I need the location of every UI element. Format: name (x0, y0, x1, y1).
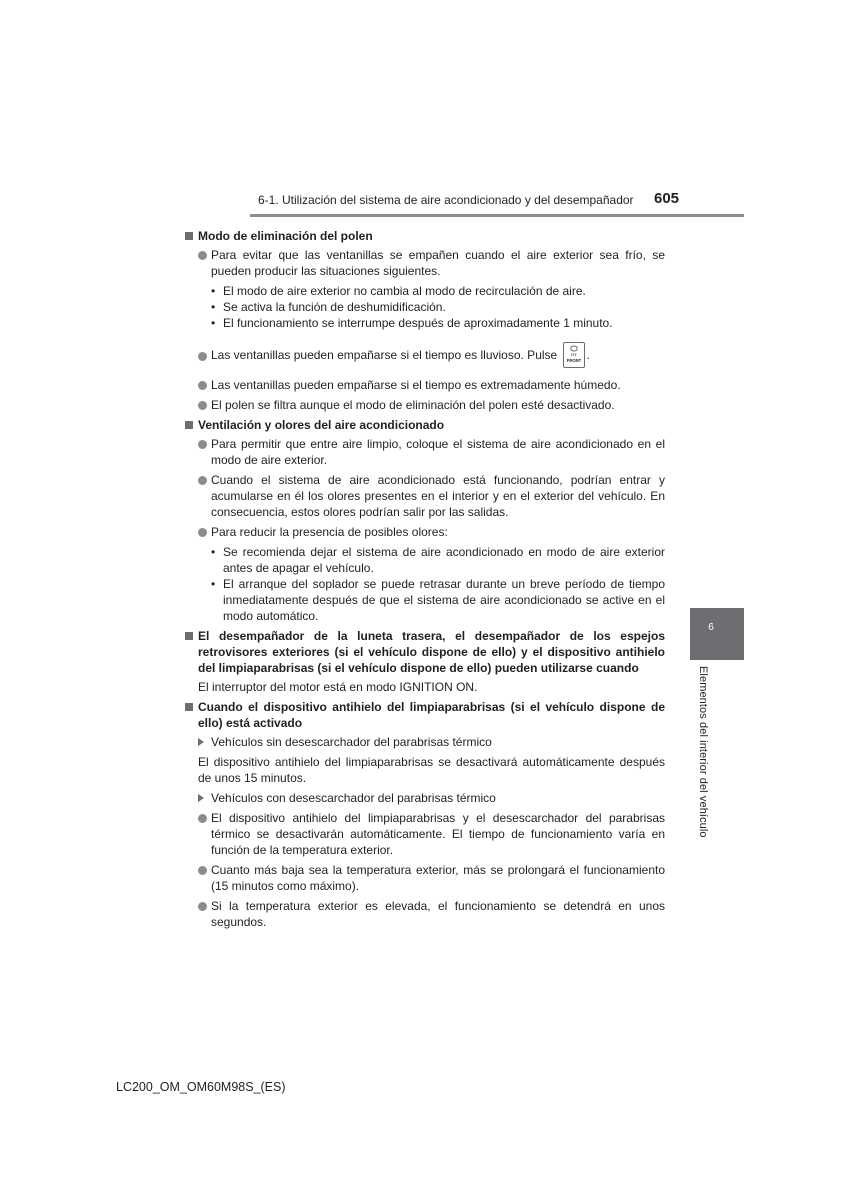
section-heading (185, 699, 665, 731)
sub-list-item (185, 283, 665, 299)
chapter-tab (690, 608, 744, 660)
sub-list-item (185, 315, 665, 331)
sub-item-text: El funcionamiento se interrumpe después de aproximadamente 1 minuto. (223, 316, 613, 330)
triangle-case-item (185, 790, 665, 806)
circle-bullet-icon (198, 866, 207, 875)
circle-bullet-item (185, 898, 665, 930)
circle-bullet-icon (198, 902, 207, 911)
triangle-bullet-icon (198, 738, 204, 746)
circle-bullet-icon (198, 251, 207, 260)
bullet-text: El polen se filtra aunque el modo de eliminación del polen esté desactivado. (211, 398, 615, 412)
circle-bullet-item (185, 397, 665, 413)
section-title: Ventilación y olores del aire acondicionado (198, 418, 445, 432)
section-title: Cuando el dispositivo antihielo del limpiaparabrisas (si el vehículo dispone de ello) está activado (198, 700, 665, 730)
dot-bullet-icon: • (211, 316, 216, 330)
sub-list (185, 283, 665, 331)
bullet-text: Para evitar que las ventanillas se empañen cuando el aire exterior sea frío, se pueden producir las situaciones siguientes. (211, 248, 665, 278)
bullet-text: Para reducir la presencia de posibles olores: (211, 525, 448, 539)
section-title: Modo de eliminación del polen (198, 229, 373, 243)
sub-list-item (185, 299, 665, 315)
header-rule (250, 214, 744, 217)
circle-bullet-item (185, 343, 665, 369)
circle-bullet-icon (198, 352, 207, 361)
case-label: Vehículos sin desescarchador del parabrisas térmico (211, 735, 492, 749)
circle-bullet-icon (198, 814, 207, 823)
bullet-text: Si la temperatura exterior es elevada, el funcionamiento se detendrá en unos segundos. (211, 899, 665, 929)
case-label: Vehículos con desescarchador del parabrisas térmico (211, 791, 496, 805)
circle-bullet-icon (198, 528, 207, 537)
page-header-title: 6-1. Utilización del sistema de aire acondicionado y del desempañador (258, 193, 634, 207)
footer-code: LC200_OM_OM60M98S_(ES) (116, 1080, 286, 1094)
dot-bullet-icon: • (211, 545, 216, 559)
section-heading (185, 417, 665, 433)
section-square-icon (185, 703, 193, 711)
circle-bullet-item (185, 862, 665, 894)
circle-bullet-icon (198, 381, 207, 390)
circle-bullet-item (185, 524, 665, 540)
section-title: El desempañador de la luneta trasera, el desempañador de los espejos retrovisores exteriores (si el vehículo dispone de ello) y el dispositivo antihielo del limpiaparabrisas (si el vehículo dispone de ello) pueden utilizarse cuando (198, 629, 665, 675)
front-button-label: FRONT (566, 358, 581, 363)
sub-item-text: El arranque del soplador se puede retrasar durante un breve período de tiempo inmediatamente después de que el sistema de aire acondicionado se active en el modo automático. (223, 577, 665, 623)
section-square-icon (185, 632, 193, 640)
circle-bullet-item (185, 436, 665, 468)
bullet-text: Para permitir que entre aire limpio, coloque el sistema de aire acondicionado en el modo de aire exterior. (211, 437, 665, 467)
bullet-text: El dispositivo antihielo del limpiaparabrisas y el desescarchador del parabrisas térmico se desactivarán automáticamente. El tiempo de funcionamiento varía en función de la temperatura exterior. (211, 811, 665, 857)
circle-bullet-item (185, 472, 665, 520)
sub-list (185, 544, 665, 624)
circle-bullet-icon (198, 476, 207, 485)
sub-list-item (185, 576, 665, 624)
chapter-side-label: Elementos del interior del vehículo (697, 666, 709, 838)
section-heading (185, 228, 665, 244)
dot-bullet-icon: • (211, 577, 216, 591)
bullet-text: Las ventanillas pueden empañarse si el tiempo es extremadamente húmedo. (211, 378, 621, 392)
bullet-text: Cuando el sistema de aire acondicionado está funcionando, podrían entrar y acumularse en él los olores presentes en el interior y en el exterior del vehículo. En consecuencia, estos olores podrían salir por las salidas. (211, 473, 665, 519)
chapter-number: 6 (708, 622, 714, 633)
dot-bullet-icon: • (211, 300, 216, 314)
section-square-icon (185, 421, 193, 429)
section-square-icon (185, 232, 193, 240)
sub-list-item (185, 544, 665, 576)
page-number: 605 (654, 190, 680, 207)
dot-bullet-icon: • (211, 284, 216, 298)
paragraph: El dispositivo antihielo del limpiaparabrisas se desactivará automáticamente después de unos 15 minutos. (198, 755, 665, 785)
section-heading (185, 628, 665, 676)
circle-bullet-item (185, 247, 665, 279)
bullet-text: Cuanto más baja sea la temperatura exterior, más se prolongará el funcionamiento (15 minutos como máximo). (211, 863, 665, 893)
sub-item-text: Se recomienda dejar el sistema de aire acondicionado en modo de aire exterior antes de apagar el vehículo. (223, 545, 665, 575)
circle-bullet-item (185, 810, 665, 858)
sub-item-text: El modo de aire exterior no cambia al modo de recirculación de aire. (223, 284, 586, 298)
sub-item-text: Se activa la función de deshumidificación. (223, 300, 446, 314)
circle-bullet-item (185, 377, 665, 393)
front-defroster-button-icon (563, 342, 585, 368)
paragraph: El interruptor del motor está en modo IGNITION ON. (198, 680, 478, 694)
triangle-bullet-icon (198, 794, 204, 802)
circle-bullet-icon (198, 440, 207, 449)
main-content (185, 224, 665, 934)
triangle-case-item (185, 734, 665, 750)
bullet-text-end: . (586, 348, 590, 363)
bullet-text: Las ventanillas pueden empañarse si el tiempo es lluvioso. Pulse (211, 348, 558, 363)
circle-bullet-icon (198, 401, 207, 410)
